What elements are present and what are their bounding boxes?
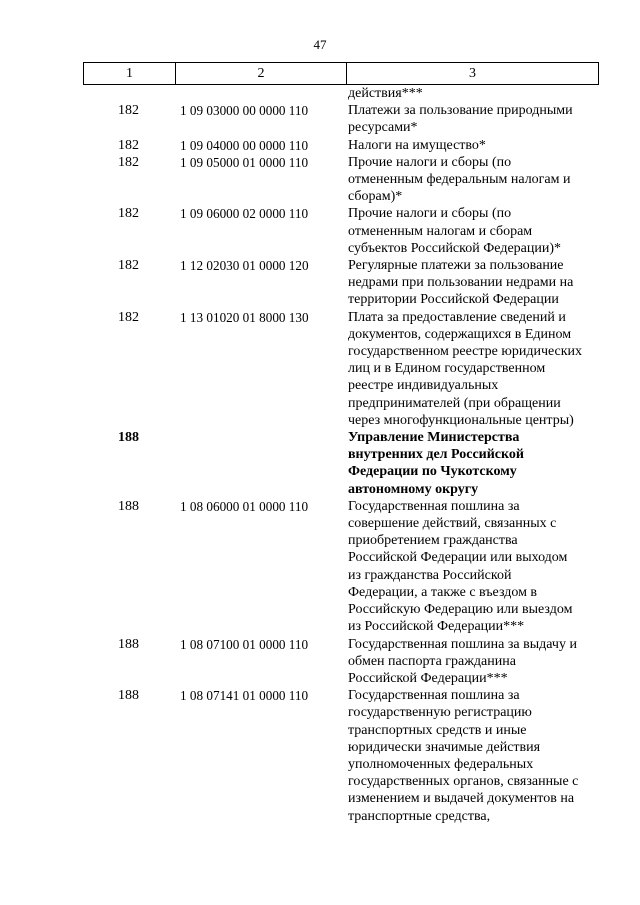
admin-code-cell: 182: [118, 154, 139, 170]
description-line: государственную регистрацию: [348, 705, 532, 721]
description-line: через многофункциональные центры): [348, 412, 574, 428]
description-line: юридически значимые действия: [348, 739, 541, 755]
description-cell: [344, 498, 599, 636]
table-header: [83, 62, 599, 85]
description-line: Государственная пошлина за выдачу и: [348, 636, 577, 652]
description-line: приобретением гражданства: [348, 533, 518, 549]
description-line: Федерации, а также с въездом в: [348, 584, 538, 600]
admin-code-cell: 182: [118, 206, 139, 222]
description-cell: [344, 85, 599, 102]
description-line: субъектов Российской Федерации)*: [348, 240, 562, 256]
description-cell: [344, 309, 599, 429]
table-row: [83, 205, 599, 257]
description-line: Российской Федерации или выходом: [348, 550, 568, 566]
description-line: лиц и в Едином государственном: [348, 361, 546, 377]
description-cell: [344, 102, 599, 136]
table-row: [83, 102, 599, 136]
description-line: Российской Федерации***: [348, 670, 508, 686]
admin-code-cell: 182: [118, 309, 139, 325]
description-line: сборам)*: [348, 189, 403, 205]
description-cell: [344, 154, 599, 206]
description-line: Государственная пошлина за: [348, 688, 520, 704]
description-line: изменением и выдачей документов на: [348, 791, 575, 807]
description-line: внутренних дел Российской: [348, 447, 524, 463]
table-row: [83, 636, 599, 688]
description-line: отмененным федеральным налогам и: [348, 172, 571, 188]
description-line: Регулярные платежи за пользование: [348, 258, 564, 274]
budget-code-cell: 1 08 07100 01 0000 110: [180, 636, 309, 652]
budget-code-cell: 1 09 03000 00 0000 110: [180, 103, 309, 119]
description-line: реестре индивидуальных: [348, 378, 499, 394]
admin-code-cell: 188: [118, 636, 139, 652]
table-row: [83, 154, 599, 206]
budget-code-cell: 1 09 04000 00 0000 110: [180, 137, 309, 153]
description-line: транспортные средства,: [348, 808, 491, 824]
header-col-1: 1: [84, 63, 176, 85]
description-line: предпринимателей (при обращении: [348, 395, 561, 411]
description-line: Прочие налоги и сборы (по: [348, 154, 512, 170]
description-cell: [344, 636, 599, 688]
description-line: Прочие налоги и сборы (по: [348, 206, 512, 222]
description-line: Налоги на имущество*: [348, 137, 486, 153]
description-line: государственных органов, связанные с: [348, 774, 579, 790]
budget-code-cell: 1 12 02030 01 0000 120: [180, 258, 309, 274]
description-line: Плата за предоставление сведений и: [348, 309, 566, 325]
budget-code-cell: 1 08 07141 01 0000 110: [180, 688, 309, 704]
budget-code-cell: 1 09 05000 01 0000 110: [180, 154, 309, 170]
table-row: [83, 257, 599, 309]
table-row: [83, 85, 599, 102]
description-cell: [344, 137, 599, 154]
admin-code-cell: 182: [118, 137, 139, 153]
description-line: Государственная пошлина за: [348, 498, 520, 514]
description-cell: [344, 687, 599, 825]
table-row: [83, 498, 599, 636]
table-row: [83, 687, 599, 825]
description-cell: [344, 205, 599, 257]
header-col-3: 3: [347, 63, 599, 85]
description-cell: [344, 257, 599, 309]
budget-code-cell: 1 08 06000 01 0000 110: [180, 498, 309, 514]
description-line: действия***: [348, 86, 423, 101]
description-line: Федерации по Чукотскому: [348, 464, 517, 480]
budget-code-cell: 1 09 06000 02 0000 110: [180, 206, 309, 222]
description-line: транспортных средств и иные: [348, 722, 527, 738]
admin-code-cell: 188: [118, 498, 139, 514]
description-line: уполномоченных федеральных: [348, 756, 534, 772]
description-line: недрами при пользовании недрами на: [348, 275, 574, 291]
description-cell: [344, 429, 599, 498]
description-line: государственном реестре юридических: [348, 344, 583, 360]
description-line: автономному округу: [348, 481, 479, 497]
admin-code-cell: 188: [118, 430, 139, 446]
table-row: [83, 309, 599, 429]
description-line: Российскую Федерацию или выездом: [348, 602, 573, 618]
header-col-2: 2: [176, 63, 347, 85]
description-line: из Российской Федерации***: [348, 619, 525, 635]
description-line: документов, содержащихся в Едином: [348, 326, 572, 342]
description-line: ресурсами*: [348, 120, 418, 136]
description-line: совершение действий, связанных с: [348, 516, 557, 532]
description-line: Платежи за пользование природными: [348, 103, 573, 119]
admin-code-cell: 182: [118, 258, 139, 274]
description-line: обмен паспорта гражданина: [348, 653, 516, 669]
admin-code-cell: 182: [118, 103, 139, 119]
table-body: [83, 85, 599, 825]
table-row: [83, 137, 599, 154]
description-line: из гражданства Российской: [348, 567, 512, 583]
admin-code-cell: 188: [118, 688, 139, 704]
page-number: 47: [313, 37, 327, 52]
budget-code-cell: 1 13 01020 01 8000 130: [180, 309, 309, 325]
section-heading-row: [83, 429, 599, 498]
description-line: отмененным налогам и сборам: [348, 223, 533, 239]
description-line: территории Российской Федерации: [348, 292, 559, 308]
description-line: Управление Министерства: [348, 430, 520, 446]
